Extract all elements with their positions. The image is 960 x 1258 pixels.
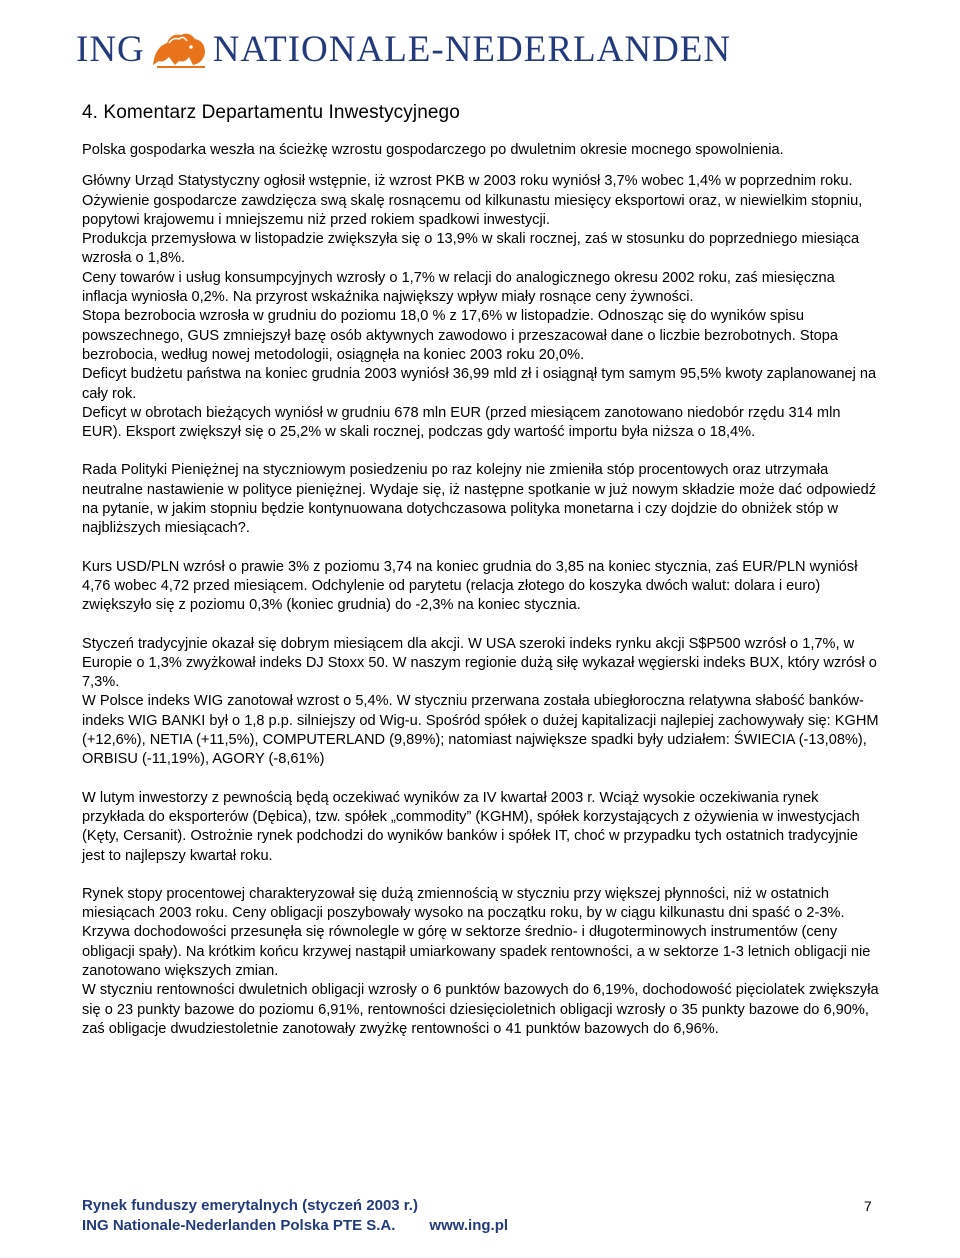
page-footer <box>82 1196 882 1236</box>
paragraph-economy-intro: Polska gospodarka weszła na ścieżkę wzrostu gospodarczego po dwuletnim okresie mocnego spowolnienia. <box>82 142 784 158</box>
paragraph-global-equities: Styczeń tradycyjnie okazał się dobrym miesiącem dla akcji. W USA szeroki indeks rynku akcji S$P500 wzrósł o 1,7%, w Europie o 1,3% zwyżkował indeks DJ Stoxx 50. W naszym regionie dużą siłę wykazał węgierski indeks BUX, który wzrósł o 7,3%. <box>82 635 877 691</box>
paragraph-inflation: Ceny towarów i usług konsumpcyjnych wzrosły o 1,7% w relacji do analogicznego okresu 2002 roku, zaś miesięczna inflacja wyniosła 0,2%. Na przyrost wskaźnika największy wpływ miały rosnące ceny żywności. <box>82 269 835 306</box>
section-title: 4. Komentarz Departamentu Inwestycyjnego <box>82 102 460 123</box>
paragraph-outlook: W lutym inwestorzy z pewnością będą oczekiwać wyników za IV kwartał 2003 r. Wciąż wysokie oczekiwania rynek przykłada do eksporterów (Dębica), tzw. spółek „commodity” (KGHM), spółek korzystających z ożywienia w inwestycjach (Kęty, Cersanit). Ostrożnie rynek podchodzi do wyników banków i spółek IT, choć w przypadku tych ostatnich tradycyjnie jest to najlepszy kwartał roku. <box>82 789 860 864</box>
paragraph-gdp: Główny Urząd Statystyczny ogłosił wstępnie, iż wzrost PKB w 2003 roku wyniósł 3,7% wobec 1,4% w poprzednim roku. Ożywienie gospodarcze zawdzięcza swą skalę rosnącemu od kilkunastu miesięcy eksportowi oraz, w niewielkim stopniu, popytowi krajowemu i mniejszemu niż przed rokiem spadkowi inwestycji. <box>82 173 863 228</box>
footer-url-link[interactable]: www.ing.pl <box>429 1217 509 1234</box>
footer-company: ING Nationale-Nederlanden Polska PTE S.A. <box>82 1217 396 1234</box>
lion-icon <box>149 27 209 71</box>
paragraph-polish-equities: W Polsce indeks WIG zanotował wzrost o 5,4%. W styczniu przerwana została ubiegłoroczna relatywna słabość banków- indeks WIG BANKI był o 1,8 p.p. silniejszy od Wig-u. Spośród spółek o dużej kapitalizacji najlepiej zachowywały się: KGHM (+12,6%), NETIA (+11,5%), COMPUTERLAND (9,89%); natomiast największe spadki były udziałem: ŚWIECIA (-13,08%), ORBISU (-11,19%), AGORY (-8,61%) <box>82 693 879 768</box>
page-number: 7 <box>864 1198 872 1214</box>
brand-left: ING <box>76 28 145 70</box>
paragraph-unemployment: Stopa bezrobocia wzrosła w grudniu do poziomu 18,0 % z 17,6% w listopadzie. Odnosząc się do wyników spisu powszechnego, GUS zmniejszył bazę osób aktywnych zawodowo i przeszacował dane o liczbie bezrobotnych. Stopa bezrobocia, według nowej metodologii, osiągnęła na koniec 2003 roku 20,0%. <box>82 308 839 363</box>
brand-right: NATIONALE-NEDERLANDEN <box>212 28 732 70</box>
paragraph-industrial-production: Produkcja przemysłowa w listopadzie zwiększyła się o 13,9% w skali rocznej, zaś w stosunku do poprzedniego miesiąca wzrosła o 1,8%. <box>82 231 860 267</box>
paragraph-currency: Kurs USD/PLN wzrósł o prawie 3% z poziomu 3,74 na koniec grudnia do 3,85 na koniec stycznia, zaś EUR/PLN wyniósł 4,76 wobec 4,72 przed miesiącem. Odchylenie od parytetu (relacja złotego do koszyka dwóch walut: dolara i euro) zwiększyło się z poziomu 0,3% (koniec grudnia) do -2,3% na koniec stycznia. <box>82 558 858 614</box>
paragraph-bond-yields: W styczniu rentowności dwuletnich obligacji wzrosły o 6 punktów bazowych do 6,19%, dochodowość pięciolatek zwiększyła się o 23 punkty bazowe do poziomu 6,91%, rentowności dziesięcioletnich obligacji wzrosły o 35 punkty bazowe do 6,90%, zaś obligacje dwudziestoletnie zanotowały zwyżkę rentowności o 41 punktów bazowych do 6,96%. <box>82 982 879 1037</box>
paragraph-current-account: Deficyt w obrotach bieżących wyniósł w grudniu 678 mln EUR (przed miesiącem zanotowano niedobór rzędu 314 mln EUR). Eksport zwiększył się o 25,2% w skali rocznej, podczas gdy wartość importu była niższa o 18,4%. <box>82 404 841 441</box>
paragraph-monetary-policy: Rada Polityki Pieniężnej na styczniowym posiedzeniu po raz kolejny nie zmieniła stóp procentowych oraz utrzymała neutralne nastawienie w polityce pieniężnej. Wydaje się, iż następne spotkanie w już nowym składzie może dać odpowiedź na pytanie, w jakim stopniu będzie kontynuowana dotychczasowa polityka monetarna i czy dojdzie do obniżek stóp w najbliższych miesiącach?. <box>82 462 877 537</box>
brand-header <box>76 18 816 80</box>
brand-logo <box>76 27 731 71</box>
document-body <box>82 102 882 1039</box>
paragraph-interest-rates: Rynek stopy procentowej charakteryzował się dużą zmiennością w styczniu przy większej płynności, niż w ostatnich miesiącach 2003 roku. Ceny obligacji poszybowały wysoko na początku roku, by w ciągu kilkunastu dni spaść o 2-3%. Krzywa dochodowości przesunęła się równolegle w górę w sektorze średnio- i długoterminowych instrumentów (ceny obligacji spały). Na krótkim końcu krzywej nastąpił umiarkowany spadek rentowności, a w sektorze 1-3 letnich obligacji nie zanotowano większych zmian. <box>82 885 871 979</box>
paragraph-budget-deficit: Deficyt budżetu państwa na koniec grudnia 2003 wyniósł 36,99 mld zł i osiągnął tym samym 95,5% kwoty zaplanowanej na cały rok. <box>82 366 877 402</box>
footer-report-title: Rynek funduszy emerytalnych (styczeń 2003 r.) <box>82 1197 418 1214</box>
